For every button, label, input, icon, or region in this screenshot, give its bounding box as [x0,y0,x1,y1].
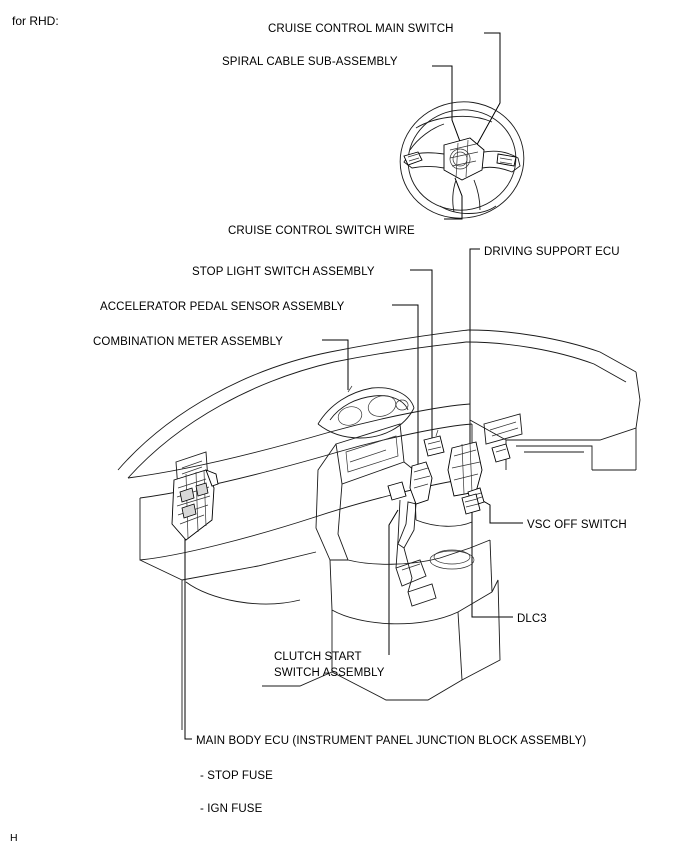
page-heading: for RHD: [12,14,59,28]
label-stop-light-switch-assembly: STOP LIGHT SWITCH ASSEMBLY [192,266,375,278]
label-accelerator-pedal-sensor-assembly: ACCELERATOR PEDAL SENSOR ASSEMBLY [100,301,345,313]
label-stop-fuse: - STOP FUSE [200,770,273,782]
dlc3-graphic [462,494,480,514]
footer-mark: H [10,832,18,844]
label-clutch-start-switch-assembly-line1: CLUTCH START [274,651,362,663]
main-body-ecu-graphic [172,470,218,540]
label-ign-fuse: - IGN FUSE [200,803,263,815]
steering-wheel-graphic [389,90,534,229]
label-cruise-control-main-switch: CRUISE CONTROL MAIN SWITCH [268,23,454,35]
pedals-graphic [388,430,444,606]
driving-support-ecu-graphic [448,442,482,496]
vsc-off-switch-graphic [468,444,510,506]
leader-lines [185,33,523,739]
label-driving-support-ecu: DRIVING SUPPORT ECU [484,246,620,258]
label-dlc3: DLC3 [517,613,547,625]
label-main-body-ecu: MAIN BODY ECU (INSTRUMENT PANEL JUNCTION BLOCK ASSEMBLY) [196,735,587,747]
label-vsc-off-switch: VSC OFF SWITCH [527,519,627,531]
label-cruise-control-switch-wire: CRUISE CONTROL SWITCH WIRE [228,225,415,237]
label-combination-meter-assembly: COMBINATION METER ASSEMBLY [93,336,284,348]
label-clutch-start-switch-assembly-line2: SWITCH ASSEMBLY [274,667,385,679]
combination-meter-graphic [348,386,352,392]
label-spiral-cable-sub-assembly: SPIRAL CABLE SUB-ASSEMBLY [222,56,398,68]
